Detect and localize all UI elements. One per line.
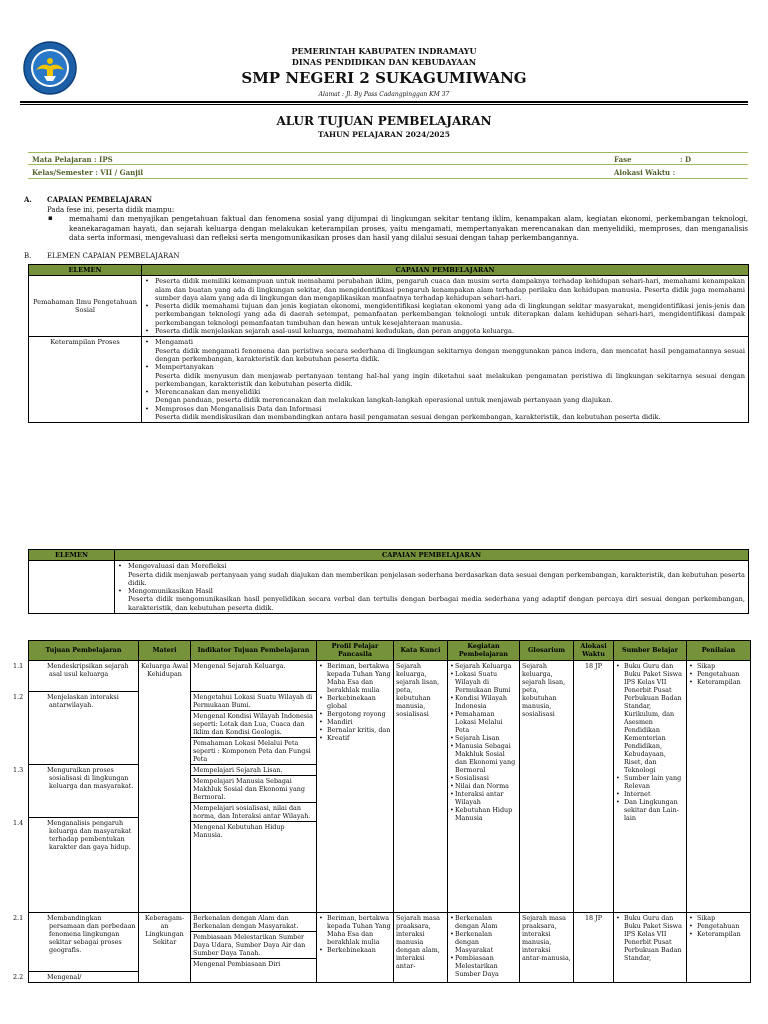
tp-item (13, 662, 136, 678)
indikator-item: Mempelajari Sejarah Lisan. (191, 764, 316, 775)
list-item: • Pembiasaan Melestarikan Sumber Daya (450, 954, 517, 978)
glosarium-cell: Sejarah masa praaksara, interaksi manusia, interaksi antar-manusia, (520, 913, 574, 983)
tp-text: Membandingkan persamaan dan perbedaan fenomena lingkungan sekitar sebagai proses geografis. (47, 914, 136, 954)
sumber-cell (614, 913, 687, 983)
materi-cell: Keberagam-an Lingkungan Sekitar (139, 913, 191, 983)
list-item: • Kreatif (319, 734, 391, 742)
time-allocation-label: Alokasi Waktu : (614, 168, 676, 177)
item-head: Memproses dan Menganalisis Data dan Informasi (155, 404, 322, 413)
tp-item (13, 973, 136, 981)
item-body: Dengan panduan, peserta didik merencanakan dan melakukan langkah-langkah operasional untuk menjawab pertanyaan yang diajukan. (155, 396, 613, 405)
header-rule-thick (20, 101, 748, 103)
header-capaian: CAPAIAN PEMBELAJARAN (115, 550, 749, 561)
list-item: • Sejarah Lisan (450, 734, 517, 742)
item-head: Mengevaluasi dan Merefleksi (128, 562, 227, 571)
header-rule-thin (20, 104, 748, 105)
section-b (24, 252, 180, 262)
indikator-item: Mempelajari Manusia Sebagai Makhluk Sosial dan Ekonomi yang Bermoral. (191, 775, 316, 802)
section-a-title: CAPAIAN PEMBELAJARAN (47, 195, 153, 204)
capaian-cell (115, 561, 749, 614)
table-row (29, 337, 749, 423)
table-row (29, 913, 751, 983)
capaian-pemahaman (142, 276, 749, 337)
tp-number: 2.1 (13, 914, 24, 922)
indikator-item: Berkenalan dengan Alam dan Berkenalan dengan Masyarakat. (193, 914, 299, 930)
list-item: • Sosialisasi (450, 774, 517, 782)
tp-item (13, 819, 136, 851)
item-head: Mengamati (155, 338, 193, 347)
list-item (145, 405, 745, 413)
table-row (29, 661, 751, 913)
tp-text: Menganalisis pengaruh keluarga dan masyarakat terhadap pembentukan karakter dan gaya hidup. (47, 819, 132, 851)
list-item: • Kondisi Wilayah Indonesia (450, 694, 517, 710)
indikator-cell (191, 661, 317, 913)
list-item: • Internet (616, 790, 684, 798)
header-capaian: CAPAIAN PEMBELAJARAN (142, 265, 749, 276)
elemen-cell (29, 561, 115, 614)
table-row (29, 561, 749, 614)
tp-text: Menguraikan proses sosialisasi di lingkungan keluarga dan masyarakat. (47, 766, 134, 790)
item-body: Peserta didik menyusun dan menjawab pertanyaan tentang hal-hal yang ingin diketahui saat melakukan pengamatan peristiwa di lingkungan sekitarnya sesuai dengan perkembangan, karakteristik dan kebutuhan peserta didik. (155, 371, 745, 388)
list-item: • Pengetahuan (689, 922, 748, 930)
kop-line-1: PEMERINTAH KABUPATEN INDRAMAYU (291, 46, 477, 56)
tp-cell (13, 661, 139, 913)
item-head: Mengomunikasikan Hasil (128, 587, 213, 596)
kata-kunci-cell: Sejarah keluarga, sejarah lisan, peta, kebutuhan manusia, sosialisasi (394, 661, 448, 913)
atp-table (13, 640, 751, 983)
header-elemen: ELEMEN (29, 550, 115, 561)
list-item: • Buku Guru dan Buku Paket Siswa IPS Kelas VII Penerbit Pusat Perbukuan Badan Standar, (616, 914, 684, 962)
item-body: Peserta didik mengomunikasikan hasil penyelidikan secara verbal dan tertulis dengan berbagai media sederhana yang adaptif dengan percaya diri sesuai dengan perkembangan, karakteristik, dan kebutuhan peserta didik. (128, 595, 745, 612)
indikator-item: Pembiasaan Melestarikan Sumber Daya Udara, Sumber Daya Air dan Sumber Daya Tanah. (191, 931, 316, 958)
header-profil: Profil Pelajar Pancasila (317, 641, 394, 661)
kop-line-2: DINAS PENDIDIKAN DAN KEBUDAYAAN (291, 57, 477, 67)
list-item: • Sikap (689, 662, 748, 670)
list-item: • Peserta didik memahami tujuan dan jenis kegiatan ekonomi, mengidentifikasi kegiatan ekonomi yang ada di lingkungan sekitar masyarakat, mengidentifikasi jenis-jenis dan perkembangan teknologi yang ada di daerah setempat, pemanfaatan perkembangan teknologi untuk diterapkan dalam kehidupan sehari-hari, mengidentifikasi dampak perkembangan teknologi pemanfaatan tumbuhan dan hewan untuk kesejahteraan manusia. (145, 302, 745, 327)
list-item (118, 562, 745, 570)
indikator-item: Mengenal Kondisi Wilayah Indonesia seperti: Letak dan Lua, Cuaca dan Iklim dan Kondisi Geologis. (191, 710, 316, 737)
list-item: • Lokasi Suatu Wilayah di Permukaan Bumi (450, 670, 517, 694)
list-item: • Interaksi antar Wilayah (450, 790, 517, 806)
alokasi-cell: 18 JP (574, 913, 614, 983)
cp-table-2 (28, 549, 749, 614)
list-item: • Pemahaman Lokasi Melalui Peta (450, 710, 517, 734)
list-item: • Kebutuhan Hidup Manusia (450, 806, 517, 822)
list-item: • Buku Guru dan Buku Paket Siswa IPS Kelas VII Penerbit Pusat Perbukuan Badan Standar, Kurikulum, dan Asesmen Pendidikan Kementerian Pendidikan, Kebudayaan, Riset, dan Teknologi (616, 662, 684, 774)
list-item (145, 388, 745, 396)
section-a-item (24, 215, 748, 244)
header-materi: Materi (139, 641, 191, 661)
section-a (24, 195, 748, 244)
indikator-item: Mengenal Pembiasaan Diri (191, 958, 316, 969)
kegiatan-cell (448, 913, 520, 983)
list-item: • Nilai dan Norma (450, 782, 517, 790)
list-item (118, 587, 745, 595)
header-sumber: Sumber Belajar (614, 641, 687, 661)
phase-label: Fase (614, 155, 632, 164)
header-tujuan: Tujuan Pembelajaran (29, 641, 139, 661)
meta-row-1 (28, 152, 748, 165)
tp-item (13, 914, 136, 954)
header-penilaian: Penilaian (687, 641, 751, 661)
square-bullet-icon: ▪ (48, 214, 53, 222)
item-body: Peserta didik menjawab pertanyaan yang sudah diajukan dan memberikan penjelasan sederhana berdasarkan data sesuai dengan perkembangan, karakteristik, dan kebutuhan peserta didik. (128, 570, 745, 587)
list-item: • Dan Lingkungan sekitar dan Lain-lain (616, 798, 684, 822)
header-kata-kunci: Kata Kunci (394, 641, 448, 661)
sumber-cell (614, 661, 687, 913)
indikator-item: Mengenal Kebutuhan Hidup Manusia. (191, 821, 316, 840)
cp-table-1 (28, 264, 749, 423)
list-item: • Beriman, bertakwa kepada Tuhan Yang Maha Esa dan berakhlak mulia (319, 662, 391, 694)
tp-text: Menjelaskan interaksi antarwilayah. (47, 693, 119, 709)
item-head: Mempertanyakan (155, 363, 214, 372)
table-header-row (29, 641, 751, 661)
profil-cell (317, 913, 394, 983)
tp-number: 2.2 (13, 973, 24, 981)
kata-kunci-cell: Sejarah masa praaksara, interaksi manusia dengan alam, interaksi antar- (394, 913, 448, 983)
list-item: • Mandiri (319, 718, 391, 726)
tp-item (13, 693, 136, 709)
item-body: Peserta didik mengamati fenomena dan peristiwa secara sederhana di lingkungan sekitarnya dengan menggunakan panca indera, dan mencatat hasil pengamatannya sesuai dengan perkembangan, karakteristik dan kebutuhan peserta didik. (155, 346, 745, 363)
list-item: • Peserta didik memiliki kemampuan untuk memahami perubahan iklim, pengaruh cuaca dan musim serta dampaknya terhadap kehidupan sehari-hari, memahami kenampakan alam dan buatan yang ada di lingkungan sekitar, dan mengidentifikasi pengaruh kenampakan alam terhadap perilaku dan kehidupan manusia. Peserta didik juga memahami sumber daya alam yang ada di lingkungan dan mengaplikasikan manfaatnya terhadap kehidupan sehari-hari. (145, 277, 745, 302)
indikator-cell (191, 913, 317, 983)
list-item (145, 338, 745, 346)
list-item: • Pengetahuan (689, 670, 748, 678)
elemen-pemahaman: Pemahaman Ilmu Pengetahuan Sosial (29, 276, 142, 337)
elemen-keterampilan: Keterampilan Proses (29, 337, 142, 423)
kegiatan-cell (448, 661, 520, 913)
tp-item (13, 766, 136, 790)
list-item: • Bergotong royong (319, 710, 391, 718)
list-item: • Keterampilan (689, 930, 748, 938)
table-row (29, 276, 749, 337)
tp-cell (13, 913, 139, 983)
list-item: • Berkebinekaan global (319, 694, 391, 710)
tp-number: 1.1 (13, 662, 24, 670)
document-title: ALUR TUJUAN PEMBELAJARAN (276, 114, 492, 128)
capaian-keterampilan (142, 337, 749, 423)
header-kegiatan: Kegiatan Pembelajaran (448, 641, 520, 661)
list-item: • Sikap (689, 914, 748, 922)
alokasi-cell: 18 JP (574, 661, 614, 913)
meta-row-2 (28, 166, 748, 179)
penilaian-cell (687, 661, 751, 913)
section-a-intro: Pada fese ini, peserta didik mampu: (47, 205, 175, 214)
list-item: • Berkebinekaan (319, 946, 391, 954)
list-item (145, 363, 745, 371)
section-b-marker: B. (24, 252, 32, 260)
materi-cell: Keluarga Awal Kehidupan (139, 661, 191, 913)
indikator-item: Mengetahui Lokasi Suatu Wilayah di Permukaan Bumi. (191, 691, 316, 710)
class-semester: Kelas/Semester : VII / Ganjil (32, 168, 144, 177)
indikator-item: Pemahaman Lokasi Melalui Peta seperti : Komponen Peta dan Fungsi Peta (191, 737, 316, 764)
list-item: • Sejarah Keluarga (450, 662, 517, 670)
header-elemen: ELEMEN (29, 265, 142, 276)
school-address: Alamat : Jl. By Pass Cadangpinggan KM 37 (318, 91, 450, 98)
header-indikator: Indikator Tujuan Pembelajaran (191, 641, 317, 661)
table-header-row (29, 265, 749, 276)
section-a-item-text: memahami dan menyajikan pengetahuan faktual dan fenomena sosial yang dijumpai di lingkungan sekitar tentang iklim, kenampakan alam, kegiatan ekonomi, perkembangan teknologi, keanekaragaman hayati, dan sejarah keluarga dengan melakukan keterampilan proses, yaitu mengamati, mempertanyakan merencanakan dan menyelidiki, memproses, dan menganalisis data serta informasi, mengevaluasi dan refleksi serta mengomunikasikan proses dan hasil yang dilalui sesuai dengan tahap perkembangannya. (69, 215, 748, 242)
penilaian-cell (687, 913, 751, 983)
indikator-item: Mempelajari sosialisasi, nilai dan norma, dan Interaksi antar Wilayah. (191, 802, 316, 821)
table-header-row (29, 550, 749, 561)
header-glosarium: Glosarium (520, 641, 574, 661)
list-item: • Keterampilan (689, 678, 748, 686)
list-item: • Sumber lain yang Relevan (616, 774, 684, 790)
item-body: Peserta didik mendiskusikan dan membandingkan antara hasil pengamatan sesuai dengan perkembangan, karakteristik, dan kebutuhan peserta didik. (155, 413, 661, 422)
document-subtitle: TAHUN PELAJARAN 2024/2025 (318, 130, 450, 139)
list-item: • Bernalar kritis, dan (319, 726, 391, 734)
list-item: • Peserta didik menjelaskan sejarah asal-usul keluarga, memahami kedudukan, dan peran anggota keluarga. (145, 327, 745, 335)
list-item: • Berkenalan dengan Alam (450, 914, 517, 930)
list-item: • Manusia Sebagai Makhluk Sosial dan Ekonomi yang Bermoral (450, 742, 517, 774)
phase-value: : D (680, 155, 692, 164)
school-name: SMP NEGERI 2 SUKAGUMIWANG (241, 69, 527, 87)
header-alokasi: Alokasi Waktu (574, 641, 614, 661)
tp-number: 1.2 (13, 693, 24, 701)
tp-text: Mengenal/ (47, 973, 82, 981)
list-item: • Beriman, bertakwa kepada Tuhan Yang Maha Esa dan berakhlak mulia (319, 914, 391, 946)
section-b-title: ELEMEN CAPAIAN PEMBELAJARAN (47, 252, 180, 260)
tp-number: 1.4 (13, 819, 24, 827)
subject: Mata Pelajaran : IPS (32, 155, 113, 164)
glosarium-cell: Sejarah keluarga, sejarah lisan, peta, kebutuhan manusia, sosialisasi (520, 661, 574, 913)
section-a-marker: A. (24, 195, 32, 204)
list-item: • Berkenalan dengan Masyarakat (450, 930, 517, 954)
profil-cell (317, 661, 394, 913)
tp-text: Mendeskripsikan sejarah asal usul keluarga (47, 662, 129, 678)
indikator-item: Mengenal Sejarah Keluarga. (193, 662, 286, 670)
tp-number: 1.3 (13, 766, 24, 774)
item-head: Merencanakan dan menyelidiki (155, 388, 261, 397)
